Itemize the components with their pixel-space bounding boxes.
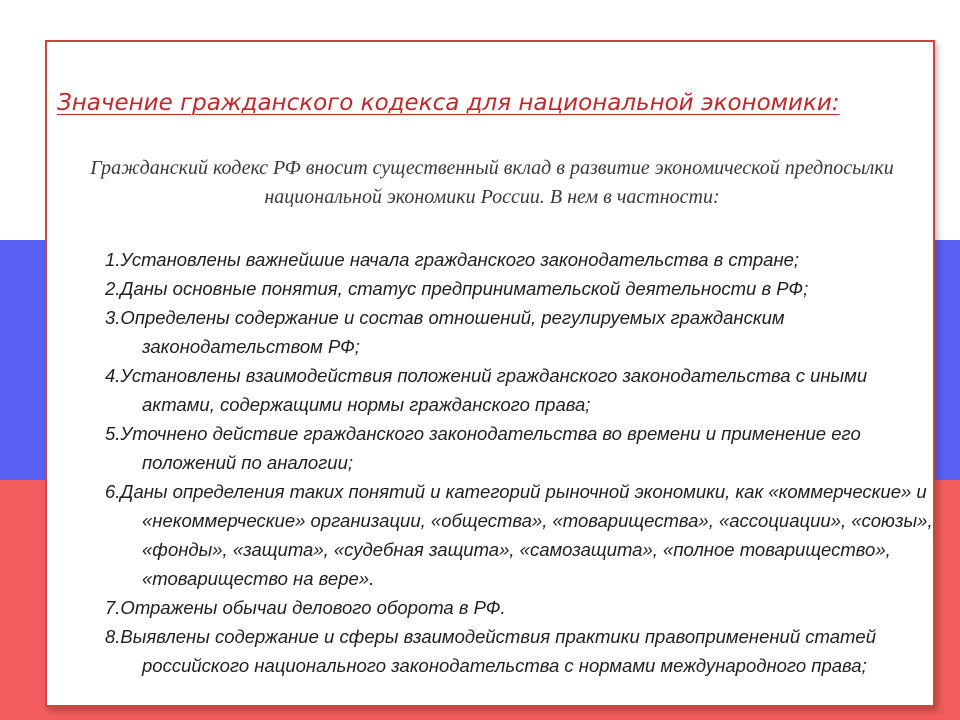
intro-paragraph: Гражданский кодекс РФ вносит существенный вклад в развитие экономической предпосылки национальной экономики России. В нем в частности: bbox=[90, 157, 894, 208]
list-item: 3.Определены содержание и состав отношений, регулируемых гражданским законодательством РФ; bbox=[105, 307, 785, 357]
list-item: 5.Уточнено действие гражданского законодательства во времени и применение его положений по аналогии; bbox=[105, 423, 861, 473]
list-item: 1.Установлены важнейшие начала гражданского законодательства в стране; bbox=[105, 249, 800, 270]
slide-title: Значение гражданского кодекса для национальной экономики: bbox=[57, 90, 840, 116]
content-card bbox=[45, 40, 935, 707]
list-item: 4.Установлены взаимодействия положений гражданского законодательства с иными актами, содержащими нормы гражданского права; bbox=[105, 365, 868, 415]
list-item: 2.Даны основные понятия, статус предпринимательской деятельности в РФ; bbox=[105, 278, 809, 299]
list-item: 7.Отражены обычаи делового оборота в РФ. bbox=[105, 597, 506, 618]
list-item: 8.Выявлены содержание и сферы взаимодействия практики правоприменений статей российского национального законодательства с нормами международного права; bbox=[105, 626, 876, 676]
points-list bbox=[105, 245, 935, 680]
list-item: 6.Даны определения таких понятий и категорий рыночной экономики, как «коммерческие» и «некоммерческие» организации, «общества», «товарищества», «ассоциации», «союзы», «фонды», «защита», «судебная защита», «самозащита», «полное товарищество», «товарищество на вере». bbox=[105, 481, 933, 589]
